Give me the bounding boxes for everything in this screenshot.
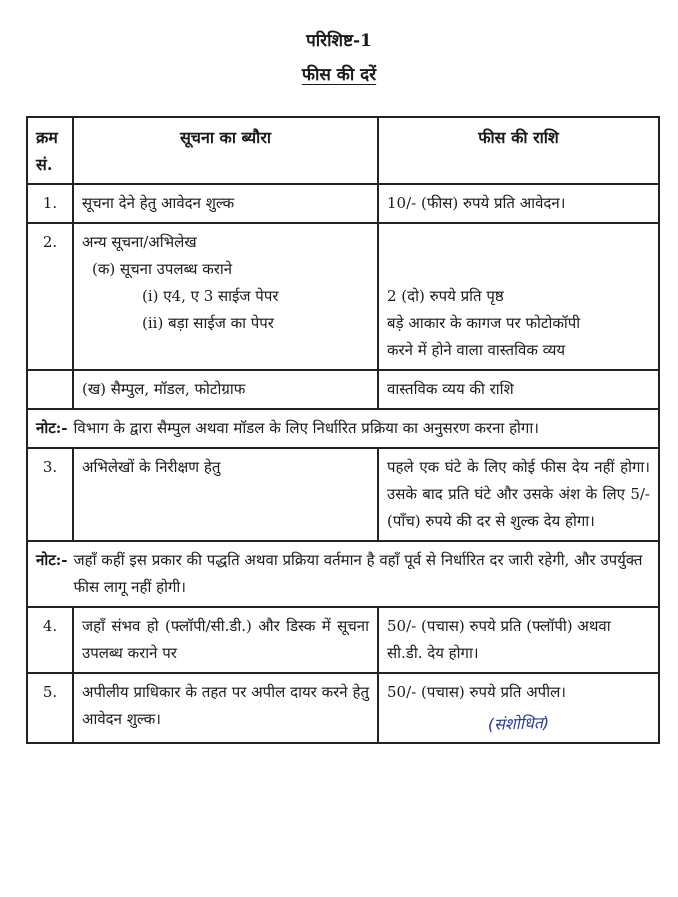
details-line: (i) ए4, ए 3 साईज पेपर (142, 287, 279, 305)
row-details: अपीलीय प्राधिकार के तहत पर अपील दायर करने हेतु आवेदन शुल्क। (73, 673, 378, 743)
table-row (27, 370, 659, 409)
row-sn (27, 370, 73, 409)
note-label: नोट:- (36, 551, 68, 569)
row-details: सूचना देने हेतु आवेदन शुल्क (73, 184, 378, 223)
row-details (73, 223, 378, 370)
fee-line: बड़े आकार के कागज पर फोटोकॉपी (387, 314, 581, 332)
fee-line: 2 (दो) रुपये प्रति पृष्ठ (387, 287, 504, 305)
column-header-sn: क्रम सं. (27, 117, 73, 184)
row-fee: 50/- (पचास) रुपये प्रति (फ्लॉपी) अथवा सी.डी. देय होगा। (378, 607, 659, 673)
note-cell (27, 409, 659, 448)
row-fee: वास्तविक व्यय की राशि (378, 370, 659, 409)
table-row (27, 184, 659, 223)
fee-line: करने में होने वाला वास्तविक व्यय (387, 341, 566, 359)
details-line: अन्य सूचना/अभिलेख (82, 233, 197, 251)
row-details: जहाँ संभव हो (फ्लॉपी/सी.डी.) और डिस्क में सूचना उपलब्ध कराने पर (73, 607, 378, 673)
note-text: विभाग के द्वारा सैम्पुल अथवा मॉडल के लिए निर्धारित प्रक्रिया का अनुसरण करना होगा। (73, 419, 539, 437)
table-row (27, 673, 659, 743)
note-cell (27, 541, 659, 607)
row-fee: 10/- (फीस) रुपये प्रति आवेदन। (378, 184, 659, 223)
details-line: (ii) बड़ा साईज का पेपर (142, 314, 274, 332)
row-fee (378, 673, 659, 743)
table-row (27, 448, 659, 541)
table-row (27, 607, 659, 673)
row-sn: 2. (27, 223, 73, 370)
row-details: अभिलेखों के निरीक्षण हेतु (73, 448, 378, 541)
row-sn: 3. (27, 448, 73, 541)
table-header-row (27, 117, 659, 184)
note-text: जहाँ कहीं इस प्रकार की पद्धति अथवा प्रक्रिया वर्तमान है वहाँ पूर्व से निर्धारित दर जारी रहेगी, और उपर्युक्त फीस लागू नहीं होगी। (73, 551, 643, 596)
page-title: फीस की दरें (301, 65, 377, 85)
fee-table (26, 116, 660, 744)
row-sn: 5. (27, 673, 73, 743)
fee-line: 50/- (पचास) रुपये प्रति अपील। (387, 683, 566, 701)
row-sn: 1. (27, 184, 73, 223)
column-header-details: सूचना का ब्यौरा (73, 117, 378, 184)
amended-stamp: (संशोधित) (487, 712, 550, 735)
note-label: नोट:- (36, 419, 68, 437)
row-details: (ख) सैम्पुल, मॉडल, फोटोग्राफ (73, 370, 378, 409)
row-sn: 4. (27, 607, 73, 673)
appendix-label: परिशिष्ट-1 (306, 31, 372, 51)
row-fee: पहले एक घंटे के लिए कोई फीस देय नहीं होगा। उसके बाद प्रति घंटे और उसके अंश के लिए 5/- (पाँच) रुपये की दर से शुल्क देय होगा। (378, 448, 659, 541)
note-row (27, 541, 659, 607)
table-row (27, 223, 659, 370)
row-fee (378, 223, 659, 370)
column-header-fee: फीस की राशि (378, 117, 659, 184)
details-line: (क) सूचना उपलब्ध कराने (92, 260, 233, 278)
note-row (27, 409, 659, 448)
